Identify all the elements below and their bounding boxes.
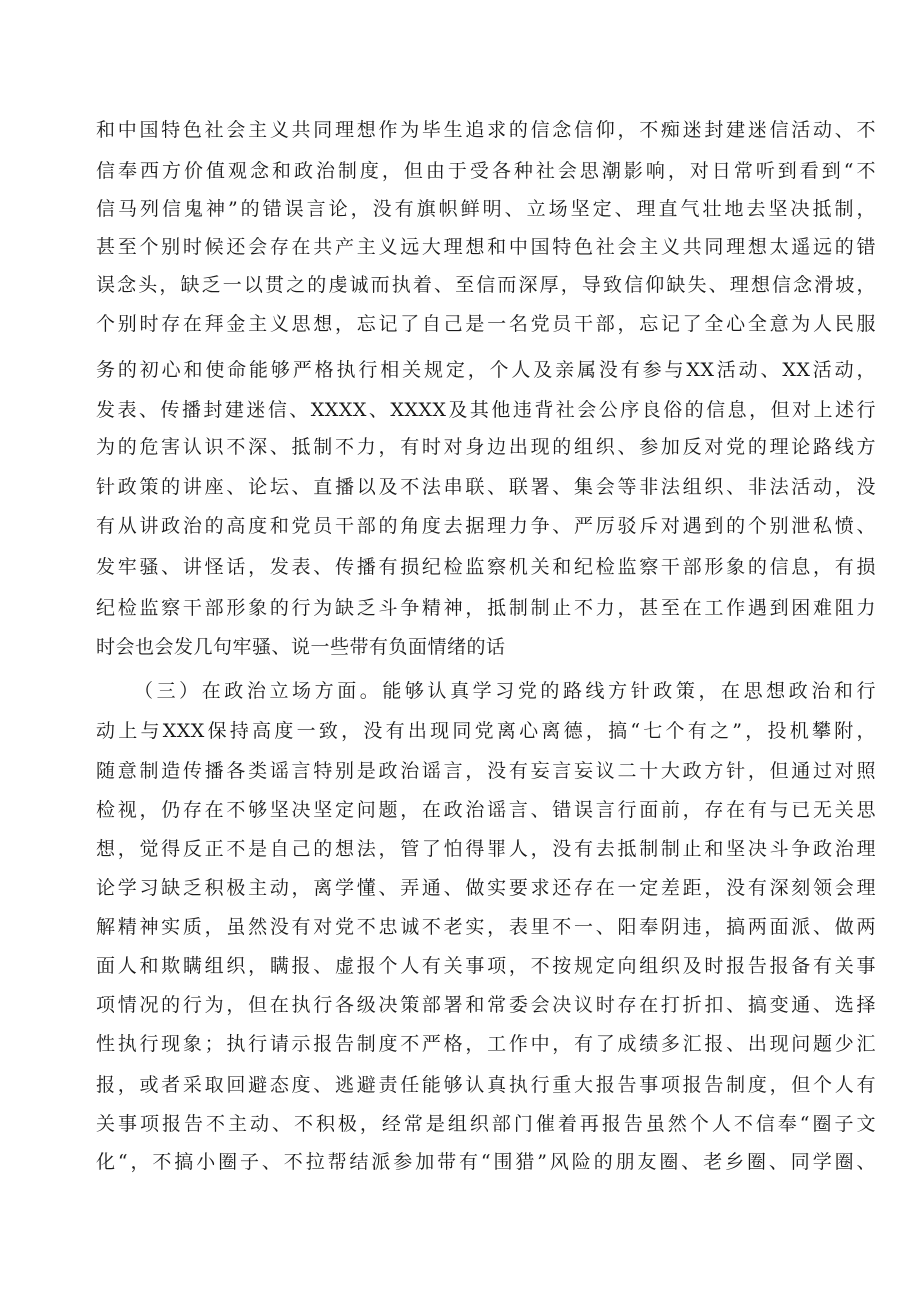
text-line: 针政策的讲座、论坛、直播以及不法串联、联署、集会等非法组织、非法活动，没 [96,476,876,498]
text-line: 想，觉得反正不是自己的想法，管了怕得罪人，没有去抵制制止和坚决斗争政治理 [96,838,876,860]
text-line: 动上与XXX保持高度一致，没有出现同党离心离德，搞“七个有之”，投机攀附， [96,720,876,742]
text-line: 为的危害认识不深、抵制不力，有时对身边出现的组织、参加反对党的理论路线方 [96,436,876,458]
text-line: 有从讲政治的高度和党员干部的角度去据理力争、严厉驳斥对遇到的个别泄私愤、 [96,515,876,537]
text-line: 论学习缺乏积极主动，离学懂、弄通、做实要求还存在一定差距，没有深刻领会理 [96,877,876,899]
section-heading-line: （三）在政治立场方面。能够认真学习党的路线方针政策，在思想政治和行 [134,680,876,702]
text-line: 报，或者采取回避态度、逃避责任能够认真执行重大报告事项报告制度，但个人有 [96,1074,876,1096]
text-line: 信马列信鬼神”的错误言论，没有旗帜鲜明、立场坚定、理直气壮地去坚决抵制， [96,198,876,220]
text-line: 信奉西方价值观念和政治制度，但由于受各种社会思潮影响，对日常听到看到“不 [96,160,876,182]
text-line: 发牢骚、讲怪话，发表、传播有损纪检监察机关和纪检监察干部形象的信息，有损 [96,556,876,578]
text-line: 检视，仍存在不够坚决坚定问题，在政治谣言、错误言行面前，存在有与已无关思 [96,799,876,821]
text-line: 个别时存在拜金主义思想，忘记了自己是一名党员干部，忘记了全心全意为人民服 [96,313,876,335]
text-line: 务的初心和使命能够严格执行相关规定，个人及亲属没有参与XX活动、XX活动， [96,359,876,381]
text-line: 化“，不搞小圈子、不拉帮结派参加带有“围猎”风险的朋友圈、老乡圈、同学圈、 [96,1151,876,1173]
text-line: 甚至个别时候还会存在共产主义远大理想和中国特色社会主义共同理想太遥远的错 [96,236,876,258]
text-line: 项情况的行为，但在执行各级决策部署和常委会决议时存在打折扣、搞变通、选择 [96,994,876,1016]
text-line: 解精神实质，虽然没有对党不忠诚不老实，表里不一、阳奉阴违，搞两面派、做两 [96,916,876,938]
text-line: 随意制造传播各类谣言特别是政治谣言，没有妄言妄议二十大政方针，但通过对照 [96,760,876,782]
text-line: 时会也会发几句牢骚、说一些带有负面情绪的话 [96,636,506,658]
text-line: 误念头，缺乏一以贯之的虔诚而执着、至信而深厚，导致信仰缺失、理想信念滑坡， [96,274,876,296]
text-line: 纪检监察干部形象的行为缺乏斗争精神，抵制制止不力，甚至在工作遇到困难阻力 [96,597,876,619]
text-line: 面人和欺瞒组织，瞒报、虚报个人有关事项，不按规定向组织及时报告报备有关事 [96,955,876,977]
text-line: 性执行现象；执行请示报告制度不严格，工作中，有了成绩多汇报、出现问题少汇 [96,1033,876,1055]
text-line: 关事项报告不主动、不积极，经常是组织部门催着再报告虽然个人不信奉“圈子文 [96,1113,876,1135]
text-line: 和中国特色社会主义共同理想作为毕生追求的信念信仰，不痴迷封建迷信活动、不 [96,119,876,141]
text-line: 发表、传播封建迷信、XXXX、XXXX及其他违背社会公序良俗的信息，但对上述行 [96,399,876,421]
